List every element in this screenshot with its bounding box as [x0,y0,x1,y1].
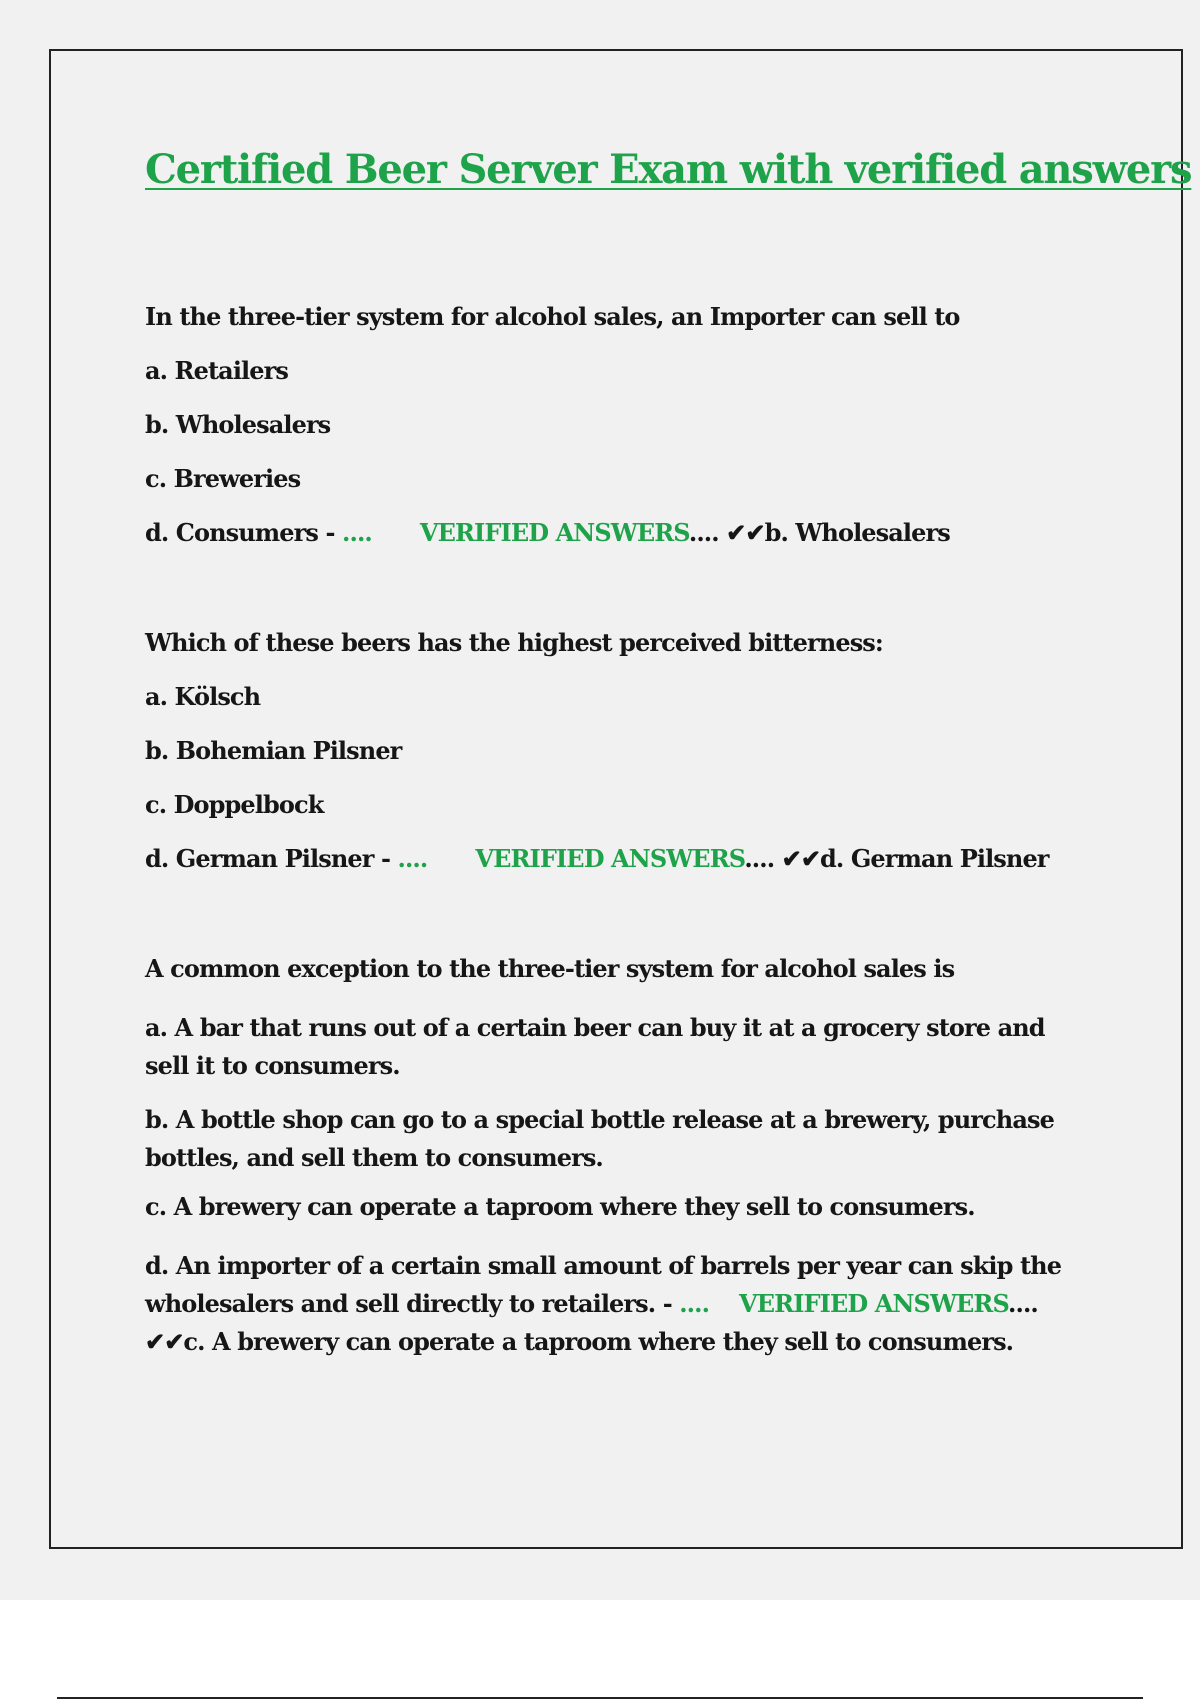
question-block-1 [145,303,1095,573]
answer-text: d. German Pilsner [820,844,1049,873]
option-c: c. Breweries [145,464,301,493]
check-icon: ✔✔ [726,518,765,547]
option-d: d. An importer of a certain small amount of barrels per year can skip the wholesalers and sell directly to retailers. [145,1251,1062,1318]
dash: - [662,1289,672,1318]
dash: - [325,518,335,547]
answer-text: b. Wholesalers [764,518,950,547]
verified-answers-label: VERIFIED ANSWERS [739,1289,1009,1318]
footer-divider [57,1697,1143,1699]
option-b: b. A bottle shop can go to a special bottle release at a brewery, purchase bottles, and sell them to consumers. [145,1105,1054,1172]
option-a: a. Kölsch [145,682,261,711]
green-dots: .... [397,844,428,873]
option-d-with-answer [145,1247,1095,1361]
question-text: Which of these beers has the highest perceived bitterness: [145,628,883,657]
option-d: d. German Pilsner [145,844,374,873]
question-text: In the three-tier system for alcohol sales, an Importer can sell to [145,302,960,331]
option-c: c. Doppelbock [145,790,324,819]
option-d-with-answer [145,845,1095,899]
answer-text: c. A brewery can operate a taproom where they sell to consumers. [183,1327,1014,1356]
green-dots: .... [679,1289,710,1318]
green-dots: .... [342,518,372,547]
dots: .... [744,844,775,873]
check-icon: ✔✔ [781,844,821,873]
option-a: a. A bar that runs out of a certain beer can buy it at a grocery store and sell it to consumers. [145,1013,1045,1080]
option-a: a. Retailers [145,356,288,385]
question-block-2 [145,629,1095,899]
option-b: b. Bohemian Pilsner [145,736,402,765]
verified-answers-label: VERIFIED ANSWERS [475,844,745,873]
question-block-3 [145,955,1095,1377]
option-c: c. A brewery can operate a taproom where they sell to consumers. [145,1192,975,1221]
option-d: d. Consumers [145,518,319,547]
dots: .... [688,518,719,547]
option-d-with-answer [145,519,1095,573]
dash: - [380,844,391,873]
dots: .... [1008,1289,1038,1318]
check-icon: ✔✔ [145,1327,184,1356]
option-b: b. Wholesalers [145,410,331,439]
question-text: A common exception to the three-tier system for alcohol sales is [145,954,955,983]
document-title: Certified Beer Server Exam with verified answers [145,146,1192,193]
verified-answers-label: VERIFIED ANSWERS [419,518,689,547]
